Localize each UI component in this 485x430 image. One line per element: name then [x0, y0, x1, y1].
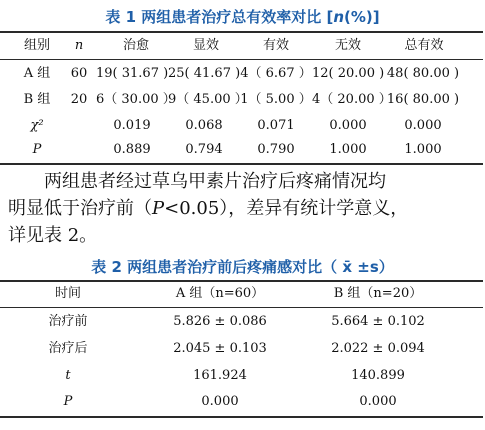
- body-paragraph: [0, 168, 485, 249]
- table1-header-ineffective: 无效: [334, 38, 361, 53]
- table2-cell: 0.000: [201, 394, 239, 409]
- table1-header-n: n: [74, 38, 84, 53]
- table2-cell: 0.000: [359, 394, 397, 409]
- table1-caption-prefix: 表 1 两组患者治疗总有效率对比 [: [105, 8, 334, 26]
- table2-row-before: [0, 308, 485, 336]
- table2-cell: 140.899: [351, 368, 405, 383]
- table1-header-marked: 显效: [192, 38, 219, 53]
- table1-cell: 1.000: [329, 142, 367, 157]
- table1-cell: 6（ 30.00 ）: [96, 92, 176, 107]
- table1-cell: 19( 31.67 ): [96, 66, 169, 81]
- table1-cell: 0.790: [257, 142, 295, 157]
- table1-cell: 25( 41.67 ): [168, 66, 241, 81]
- table2-cell: 治疗后: [48, 341, 88, 356]
- table2-header-group-b: B 组（n=20）: [333, 286, 423, 301]
- table2-header-row: [0, 281, 485, 307]
- table1-cell: 9（ 45.00 ）: [168, 92, 248, 107]
- table1-cell: 0.000: [404, 118, 442, 133]
- paragraph-line-1-text: 两组患者经过草乌甲素片治疗后疼痛情况均: [44, 171, 386, 192]
- table1-header-effective: 有效: [262, 38, 289, 53]
- table2-cell: 2.022 ± 0.094: [331, 341, 425, 356]
- paragraph-p-symbol: P: [152, 198, 165, 219]
- table1-cell: 0.889: [113, 142, 151, 157]
- table1-cell: χ²: [30, 118, 44, 133]
- table2-bottom-rule: [0, 416, 483, 418]
- table2-cell: 2.045 ± 0.103: [173, 341, 267, 356]
- table2-row-p: [0, 388, 485, 416]
- table2-caption: 表 2 两组患者治疗前后疼痛感对比（ x̄ ±s）: [91, 258, 394, 276]
- table1-cell: 0.794: [185, 142, 223, 157]
- table1-caption: [0, 6, 485, 27]
- table2-header-group-a: A 组（n=60）: [175, 286, 265, 301]
- table1-cell: 0.071: [257, 118, 295, 133]
- table1-header-group: 组别: [23, 38, 50, 53]
- table1-row-chi: [0, 113, 485, 139]
- table2-row-after: [0, 335, 485, 363]
- table2-header-time: 时间: [54, 286, 81, 301]
- paragraph-line-1: [0, 168, 485, 195]
- table1-header-cured: 治愈: [122, 38, 149, 53]
- table1-cell: 0.019: [113, 118, 151, 133]
- table2-cell: 5.664 ± 0.102: [331, 314, 425, 329]
- paragraph-line-2-b: <0.05），差异有统计学意义，: [164, 198, 409, 219]
- table1-row-b: [0, 87, 485, 113]
- paragraph-line-2: [0, 195, 485, 222]
- table1-cell: 0.068: [185, 118, 223, 133]
- table1-header-row: [0, 33, 485, 59]
- table1-header-rule: [0, 59, 483, 60]
- table1-cell: 16( 80.00 ): [386, 92, 460, 107]
- paragraph-line-3: [0, 222, 485, 249]
- table1-cell: 0.000: [329, 118, 367, 133]
- table1-cell: 1（ 5.00 ）: [240, 92, 312, 107]
- table2-cell: t: [65, 368, 71, 383]
- table1-cell: B 组: [23, 92, 51, 107]
- table1-bottom-rule: [0, 163, 483, 165]
- table1-cell: 20: [70, 92, 88, 107]
- table2-cell: P: [63, 394, 73, 409]
- table2-cell: 治疗前: [48, 314, 88, 329]
- table2-row-t: [0, 362, 485, 390]
- table1-row-a: [0, 61, 485, 87]
- table1-cell: 48( 80.00 ): [386, 66, 460, 81]
- table1-cell: 4（ 20.00 ）: [312, 92, 392, 107]
- table2-cell: 5.826 ± 0.086: [173, 314, 267, 329]
- table1-cell: 60: [70, 66, 88, 81]
- table1-cell: A 组: [23, 66, 51, 81]
- table1-cell: 12( 20.00 ): [312, 66, 385, 81]
- table1-cell: 1.000: [404, 142, 442, 157]
- paragraph-line-3-text: 详见表 2。: [8, 225, 98, 246]
- table1-caption-n: n: [333, 8, 345, 26]
- table1-row-p: [0, 137, 485, 163]
- table1-cell: 4（ 6.67 ）: [240, 66, 312, 81]
- table1-cell: P: [32, 142, 42, 157]
- table1-header-total: 总有效: [404, 38, 444, 53]
- table1-caption-suffix: (%)]: [344, 8, 380, 26]
- table2-cell: 161.924: [193, 368, 247, 383]
- paragraph-line-2-a: 明显低于治疗前（: [8, 198, 152, 219]
